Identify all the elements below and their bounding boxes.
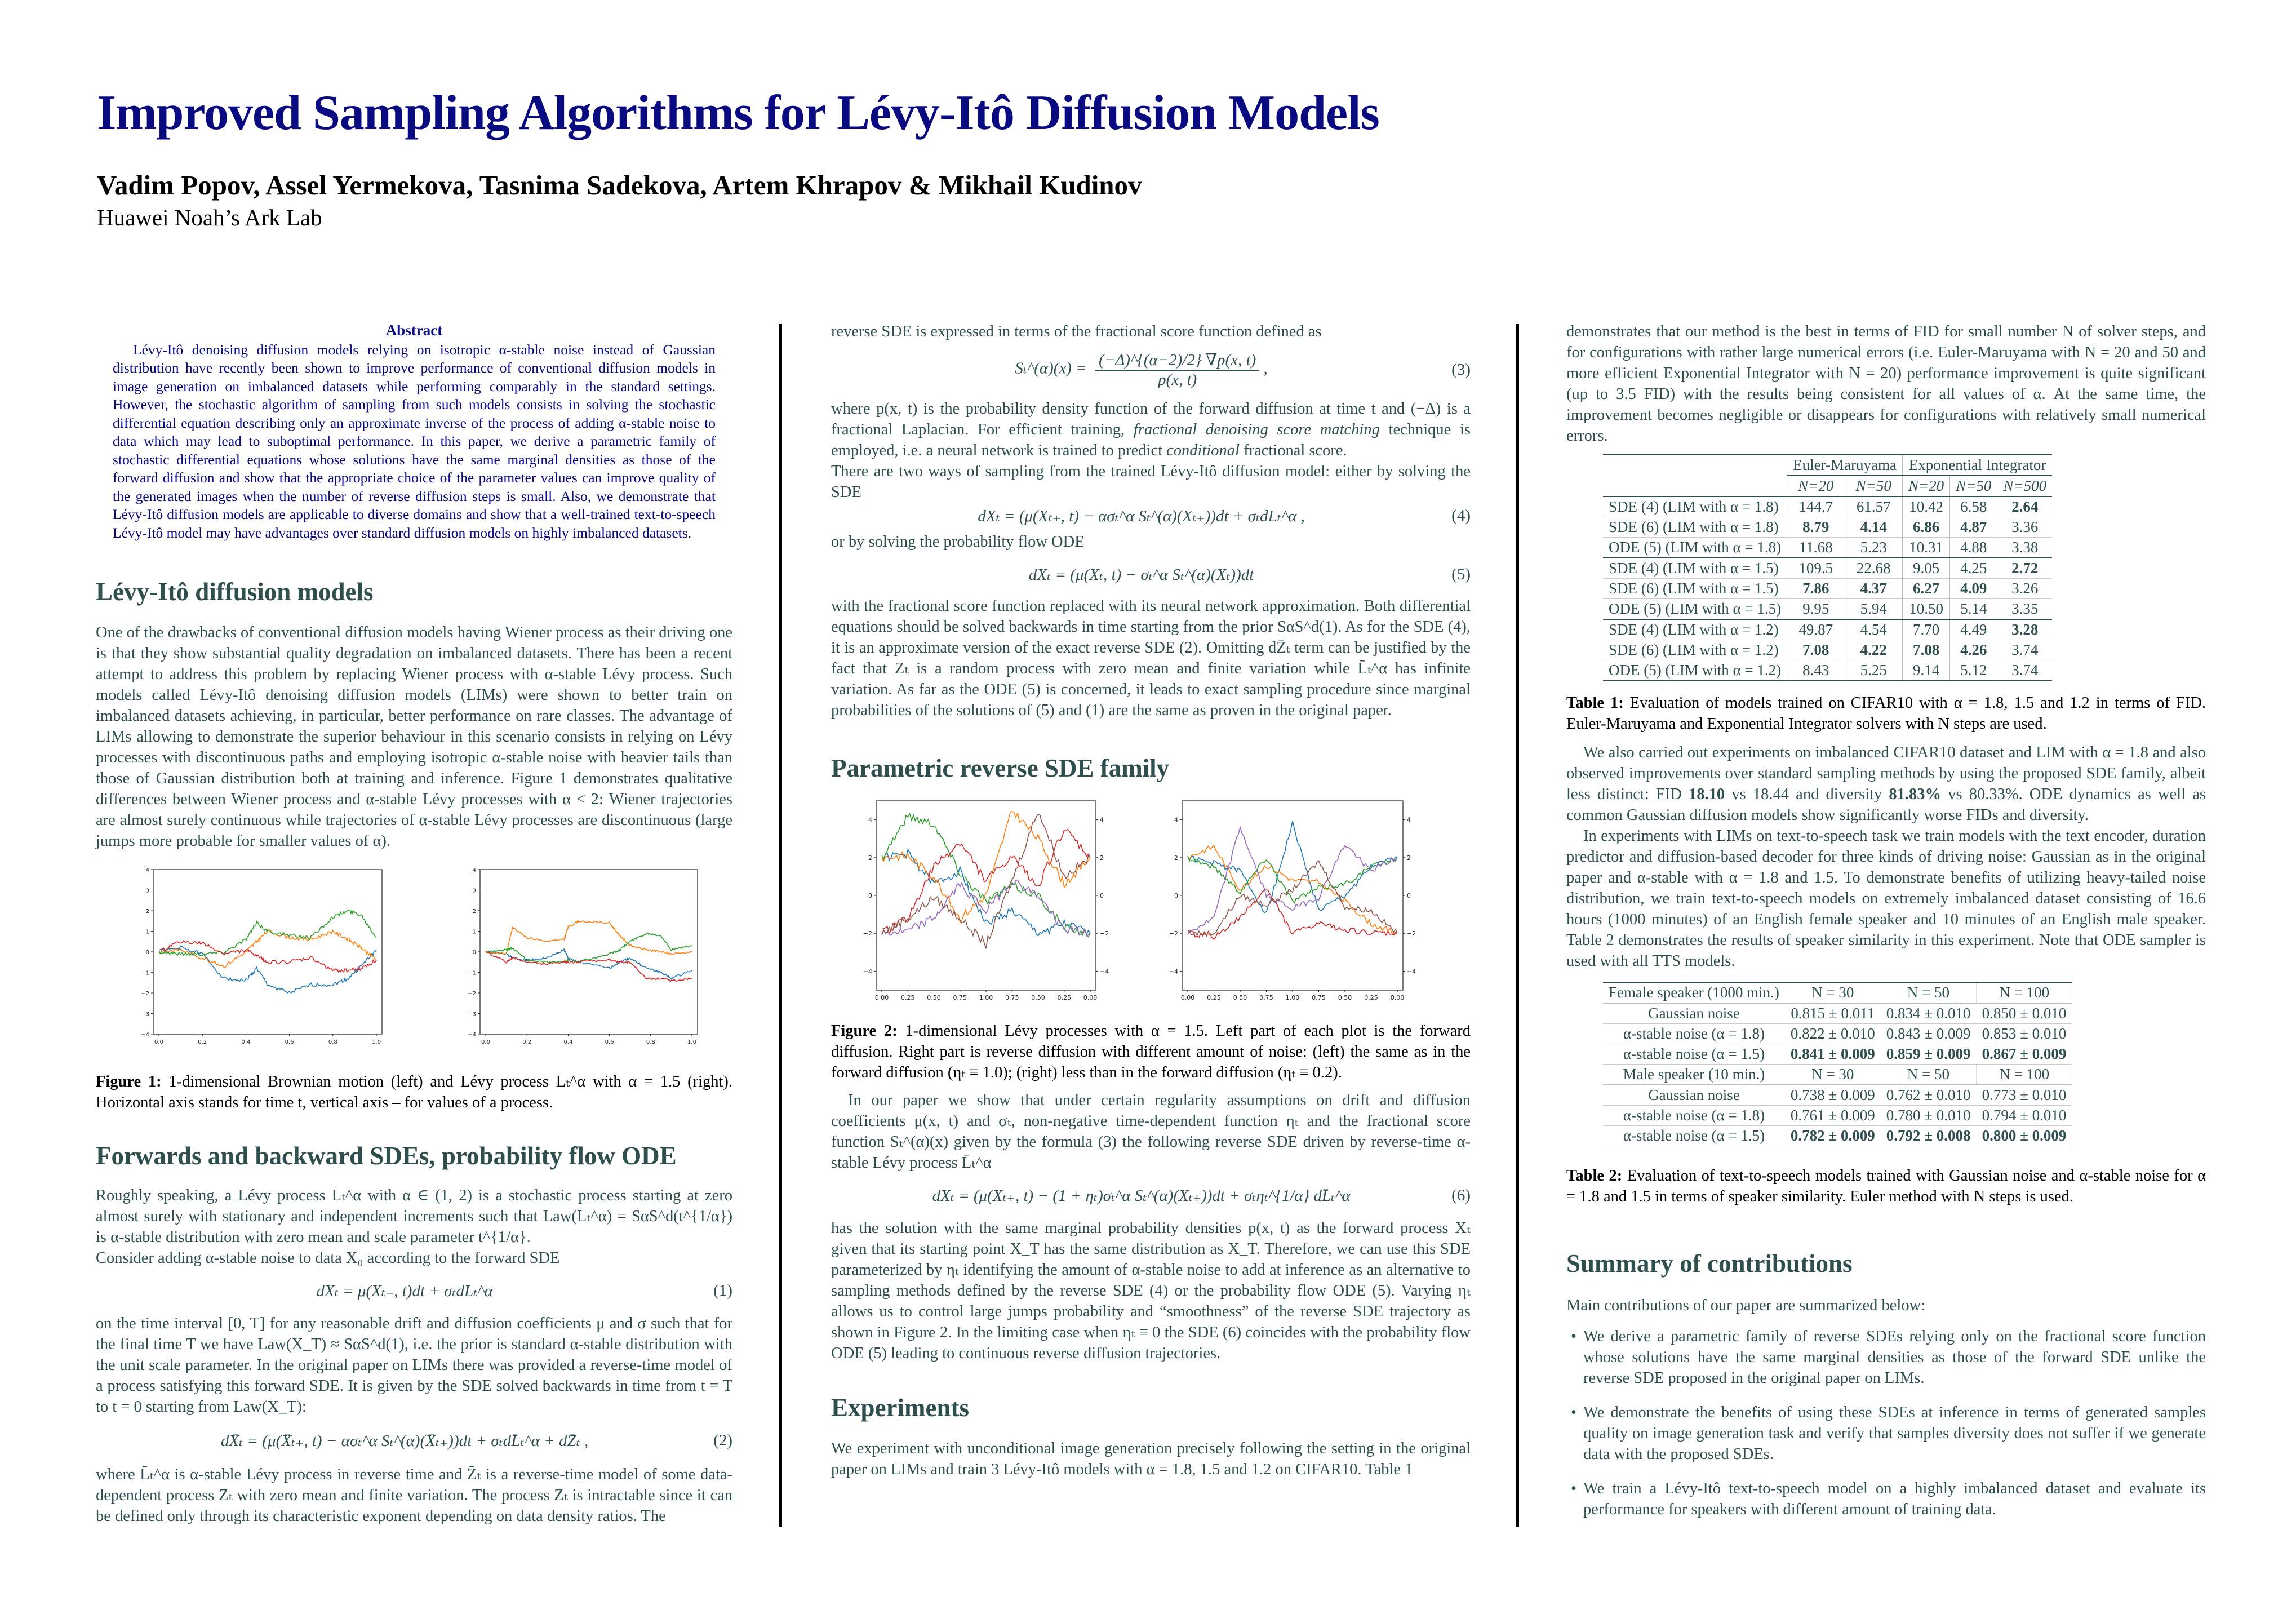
- table-1-row: [1603, 640, 2052, 660]
- emphasis-conditional: conditional: [1166, 442, 1240, 459]
- table-1-cell: 8.43: [1787, 660, 1845, 681]
- forward-paragraph-1: Roughly speaking, a Lévy process Lₜ^α with α ∈ (1, 2) is a stochastic process starting at zero almost surely with stationary and independent increments such that Law(Lₜ^α) = SαS^d(t^{1/α}) is α-stable distribution with zero mean and scale parameter t^{1/α}.: [96, 1187, 732, 1246]
- table-1-group-header: Exponential Integrator: [1902, 455, 2052, 476]
- table-1-cell: 109.5: [1787, 558, 1845, 579]
- table-1-cell: 6.27: [1902, 579, 1949, 599]
- table-1-row-label: ODE (5) (LIM with α = 1.2): [1603, 660, 1787, 681]
- table-1-cell: 4.87: [1950, 517, 1997, 538]
- equation-6: [831, 1186, 1471, 1205]
- equation-3: [831, 350, 1471, 389]
- table-1-cell: 4.26: [1950, 640, 1997, 660]
- svg-text:0.00: 0.00: [1390, 994, 1405, 1001]
- table-1-cell: 5.14: [1950, 599, 1997, 620]
- table-1-cell: 5.25: [1845, 660, 1902, 681]
- abstract-text: Lévy-Itô denoising diffusion models relying on isotropic α-stable noise instead of Gaussian distribution have recently been shown to improve performance of conventional diffusion models in image generation on imbalanced datasets while performing comparably in the standard settings. However, the stochastic algorithm of sampling from such models consists in solving the stochastic differential equation describing only an approximate inverse of the process of adding α-stable noise to data which may lead to suboptimal performance. In this paper, we derive a parametric family of stochastic differential equations whose solutions have the same marginal densities as those of the forward diffusion and show that the appropriate choice of the parameter values can improve quality of the generated images when the number of reverse diffusion steps is small. Also, we demonstrate that Lévy-Itô diffusion models are applicable to diverse domains and show that a well-trained text-to-speech Lévy-Itô model may have advantages over standard diffusion models on highly imbalanced datasets.: [113, 341, 716, 541]
- svg-text:0: 0: [472, 950, 476, 956]
- table-1-cell: 7.70: [1902, 619, 1949, 640]
- score-paragraph: [831, 398, 1471, 461]
- forward-paragraph-4: where L̄ₜ^α is α-stable Lévy process in reverse time and Z̄ₜ is a reverse-time model of some data-dependent process Zₜ with zero mean and finite variation. The process Zₜ is intractable since it can be defined only through its characteristic exponent depending on data density ratios. The: [96, 1466, 732, 1525]
- svg-text:−4: −4: [141, 1032, 149, 1038]
- section-heading-experiments: Experiments: [831, 1394, 969, 1422]
- table-1-row-label: SDE (4) (LIM with α = 1.8): [1603, 496, 1787, 517]
- svg-text:−4: −4: [1407, 968, 1416, 975]
- svg-text:0.50: 0.50: [1338, 994, 1352, 1001]
- table-1-row: [1603, 517, 2052, 538]
- table-2-row-label: α-stable noise (α = 1.8): [1603, 1106, 1785, 1126]
- svg-text:2: 2: [1407, 854, 1411, 862]
- svg-text:1.0: 1.0: [687, 1039, 696, 1045]
- svg-text:0.00: 0.00: [1180, 994, 1195, 1001]
- equation-3-numerator: (−Δ)^{(α−2)/2} ∇p(x, t): [1095, 350, 1259, 371]
- section-heading-forward-backward: Forwards and backward SDEs, probability flow ODE: [96, 1142, 677, 1170]
- contribution-item: • We train a Lévy-Itô text-to-speech model on a highly imbalanced dataset and evaluate its performance for speakers with different amount of training data.: [1566, 1478, 2206, 1520]
- svg-text:0.0: 0.0: [154, 1039, 163, 1045]
- table-2-cell: 0.782 ± 0.009: [1785, 1126, 1881, 1146]
- svg-text:2: 2: [1100, 854, 1104, 862]
- table-1-group-header: Euler-Maruyama: [1787, 455, 1903, 476]
- table-1-subheader: N=50: [1845, 476, 1902, 496]
- table-1-cell: 8.79: [1787, 517, 1845, 538]
- table-2-header-cell: N = 50: [1881, 982, 1977, 1003]
- score-intro: reverse SDE is expressed in terms of the fractional score function defined as: [831, 323, 1322, 340]
- svg-text:−2: −2: [1407, 930, 1416, 938]
- svg-text:−2: −2: [141, 991, 149, 997]
- table-1-subheader: N=50: [1950, 476, 1997, 496]
- series-line-red: [882, 830, 1090, 933]
- svg-text:−4: −4: [468, 1032, 476, 1038]
- table-1-cell: 4.88: [1950, 538, 1997, 558]
- table-1-row-label: SDE (4) (LIM with α = 1.2): [1603, 619, 1787, 640]
- svg-text:4: 4: [1100, 816, 1104, 824]
- experiments-paragraph-1: We experiment with unconditional image generation precisely following the setting in the original paper on LIMs and train 3 Lévy-Itô models with α = 1.8, 1.5 and 1.2 on CIFAR10. Table 1: [831, 1440, 1471, 1478]
- table-1-fid: [1603, 454, 2052, 681]
- table-1-cell: 4.49: [1950, 619, 1997, 640]
- equation-2: [96, 1431, 732, 1451]
- svg-text:−1: −1: [468, 970, 476, 977]
- table-2-row: [1603, 1024, 2072, 1044]
- table-2-cell: 0.792 ± 0.008: [1881, 1126, 1977, 1146]
- table-2-row: [1603, 1085, 2072, 1106]
- equation-5-number: (5): [1451, 565, 1471, 583]
- contribution-item: • We derive a parametric family of reverse SDEs relying only on the fractional score function whose solutions have the same marginal densities as those of the forward SDE unlike the reverse SDE proposed in the original paper on LIMs.: [1566, 1326, 2206, 1389]
- table-1-row: [1603, 558, 2052, 579]
- svg-text:0.50: 0.50: [1031, 994, 1045, 1001]
- series-line-blue: [486, 949, 692, 979]
- svg-text:2: 2: [145, 908, 149, 915]
- chart-reverse-eta-1: [854, 797, 1147, 1012]
- svg-text:4: 4: [1174, 816, 1178, 824]
- table-1-row: [1603, 579, 2052, 599]
- table-1-row-label: SDE (4) (LIM with α = 1.5): [1603, 558, 1787, 579]
- parametric-paragraph-2: has the solution with the same marginal probability densities p(x, t) as the forward process Xₜ given that its starting point X_T has the same distribution as X_T. Therefore, we can use this SDE parameterized by ηₜ identifying the amount of α-stable noise to add at inference as an alternative to sampling methods defined by the reverse SDE (4) or the probability flow ODE (5). Varying ηₜ allows us to control large jumps probability and “smoothness” of the reverse SDE trajectory as shown in Figure 2. In the limiting case when ηₜ ≡ 0 the SDE (6) coincides with the probability flow ODE (5) leading to continuous reverse diffusion trajectories.: [831, 1220, 1471, 1362]
- column-divider-1: [779, 324, 782, 1527]
- svg-text:0.2: 0.2: [522, 1039, 532, 1045]
- table-1-cell: 22.68: [1845, 558, 1902, 579]
- svg-text:−2: −2: [1169, 930, 1178, 938]
- svg-text:2: 2: [868, 854, 872, 862]
- text-span: vs 80.33%. ODE dynamics as well as common Gaussian diffusion models show significantly worse FIDs and diversity.: [1566, 786, 2206, 824]
- abstract-title: Abstract: [385, 322, 443, 339]
- table-2-row-label: Gaussian noise: [1603, 1085, 1785, 1106]
- svg-text:0.8: 0.8: [646, 1039, 655, 1045]
- table-1-cell: 10.50: [1902, 599, 1949, 620]
- table-1-row-label: ODE (5) (LIM with α = 1.5): [1603, 599, 1787, 620]
- equation-3-fraction: [1095, 350, 1259, 389]
- fid-value-bold: 18.10: [1689, 786, 1725, 803]
- table-2-speaker-similarity: [1603, 982, 2072, 1146]
- table-1-cell: 10.42: [1902, 496, 1949, 517]
- table-2-cell: 0.834 ± 0.010: [1881, 1003, 1977, 1024]
- table-1-row: [1603, 599, 2052, 620]
- table-2-row: [1603, 1044, 2072, 1065]
- svg-text:1: 1: [472, 929, 476, 935]
- table-2-cell: 0.773 ± 0.010: [1977, 1085, 2072, 1106]
- equation-4-number: (4): [1451, 507, 1471, 525]
- table-2-wrapper: [1603, 982, 2206, 1146]
- table-1-cell: 4.09: [1950, 579, 1997, 599]
- table-1-cell: 3.74: [1997, 640, 2052, 660]
- equation-1-number: (1): [713, 1281, 732, 1300]
- poster-title: Improved Sampling Algorithms for Lévy-Itô Diffusion Models: [97, 86, 1379, 140]
- table-1-row: [1603, 496, 2052, 517]
- tts-paragraph: In experiments with LIMs on text-to-speech task we train models with the text encoder, duration predictor and diffusion-based decoder for three kinds of driving noise: Gaussian as in the original paper and α-stable with α = 1.8 and 1.5. To demonstrate benefits of utilizing heavy-tailed noise distribution, we train text-to-speech models on extremely imbalanced dataset consisting of 16.6 hours (1000 minutes) of an English female speaker and 10 minutes of an English male speaker. Table 2 demonstrates the results of speaker similarity in this experiment. Note that ODE sampler is used with all TTS models.: [1566, 827, 2206, 970]
- abstract: [96, 321, 732, 542]
- equation-3-lhs: Sₜ^(α)(x) =: [1015, 359, 1087, 378]
- equation-3-body: Sₜ^(α)(x) = $\frac{(-\Delta)\^{}\{(\alpha-2)/2\} \nabla p(x, t)}{p(x, t)}$ ,: [1015, 351, 1268, 389]
- text-span: technique is employed, i.e. a neural network is trained to predict: [831, 421, 1471, 459]
- table-1-row-label: ODE (5) (LIM with α = 1.8): [1603, 538, 1787, 558]
- table-2-caption-text: Evaluation of text-to-speech models trained with Gaussian noise and α-stable noise for α = 1.8 and 1.5 in terms of speaker similarity. Euler method with N steps is used.: [1566, 1167, 2206, 1205]
- column-divider-2: [1516, 324, 1519, 1527]
- equation-6-body: dXₜ = (μ(Xₜ₊, t) − (1 + ηₜ)σₜ^α Sₜ^(α)(Xₜ₊))dt + σₜηₜ^{1/α} dL̄ₜ^α: [932, 1187, 1351, 1205]
- svg-text:1: 1: [145, 929, 149, 935]
- sampling-ways-paragraph: There are two ways of sampling from the trained Lévy-Itô diffusion model: either by solving the SDE: [831, 463, 1471, 501]
- svg-text:0: 0: [1407, 892, 1411, 899]
- figure-2: [831, 797, 1471, 1012]
- svg-text:4: 4: [1407, 816, 1411, 824]
- experiments-paragraph-2: demonstrates that our method is the best in terms of FID for small number N of solver steps, and for configurations with rather large numerical errors (i.e. Euler-Maruyama with N = 20 and 50 and more efficient Exponential Integrator with N = 20) performance improvement is quite significant (up to 3.5 FID) with the results being consistent for all values of α. At the same time, the improvement becomes negligible or disappears for configurations with relatively small numerical errors.: [1566, 323, 2206, 445]
- table-1-row-label: SDE (6) (LIM with α = 1.2): [1603, 640, 1787, 660]
- svg-text:−3: −3: [468, 1011, 476, 1018]
- series-line-red: [486, 951, 692, 981]
- table-2-header-cell: N = 30: [1785, 982, 1881, 1003]
- table-1-cell: 6.58: [1950, 496, 1997, 517]
- svg-text:0.50: 0.50: [1233, 994, 1247, 1001]
- figure-1: [96, 864, 732, 1050]
- table-2-label: Table 2:: [1566, 1167, 1623, 1185]
- table-1-cell: 7.86: [1787, 579, 1845, 599]
- table-2-header-cell: Male speaker (10 min.): [1603, 1065, 1785, 1085]
- svg-text:0.8: 0.8: [328, 1039, 337, 1045]
- affiliation: Huawei Noah’s Ark Lab: [97, 205, 322, 230]
- svg-text:0.4: 0.4: [563, 1039, 573, 1045]
- table-1-wrapper: [1603, 454, 2206, 681]
- table-1-cell: 5.23: [1845, 538, 1902, 558]
- forward-paragraph-3: on the time interval [0, T] for any reasonable drift and diffusion coefficients μ and σ such that for the final time T we have Law(X_T) ≈ SαS^d(1), i.e. the prior is standard α-stable distribution with the unit scale parameter. In the original paper on LIMs there was provided a reverse-time model of a process satisfying this forward SDE. It is given by the SDE solved backwards in time from t = T to t = 0 starting from Law(X_T):: [96, 1315, 732, 1416]
- equation-5: [831, 565, 1471, 584]
- table-2-header-row: [1603, 1065, 2072, 1085]
- table-2-cell: 0.843 ± 0.009: [1881, 1024, 1977, 1044]
- svg-text:0: 0: [1174, 892, 1178, 899]
- table-2-cell: 0.859 ± 0.009: [1881, 1044, 1977, 1065]
- table-2-row-label: α-stable noise (α = 1.5): [1603, 1126, 1785, 1146]
- table-1-label: Table 1:: [1566, 694, 1624, 712]
- summary-intro: Main contributions of our paper are summarized below:: [1566, 1297, 1926, 1314]
- svg-text:0.4: 0.4: [241, 1039, 251, 1045]
- svg-text:0.25: 0.25: [1207, 994, 1221, 1001]
- table-2-row: [1603, 1126, 2072, 1146]
- svg-text:−4: −4: [1169, 968, 1178, 975]
- levy-ito-paragraph: One of the drawbacks of conventional diffusion models having Wiener process as their driving one is that they show substantial quality degradation on imbalanced datasets. There has been a recent attempt to address this problem by replacing Wiener process with α-stable Lévy process. Such models called Lévy-Itô denoising diffusion models (LIMs) were shown to better train on imbalanced datasets achieving, in particular, better performance on rare classes. The advantage of LIMs allowing to demonstrate the superior behaviour in this scenario consists in relying on Lévy processes with discontinuous paths and employing isotropic α-stable noise with heavier tails than those of Gaussian distribution both at training and inference. Figure 1 demonstrates qualitative differences between Wiener process and α-stable Lévy processes with α < 2: Wiener trajectories are almost surely continuous while trajectories of α-stable Lévy processes are discontinuous (large jumps more probable for smaller values of α).: [96, 624, 732, 850]
- section-heading-levy-ito: Lévy-Itô diffusion models: [96, 578, 374, 606]
- svg-text:0.75: 0.75: [1312, 994, 1326, 1001]
- svg-text:0.25: 0.25: [1364, 994, 1378, 1001]
- table-2-header-row: [1603, 982, 2072, 1003]
- svg-text:0.75: 0.75: [1005, 994, 1019, 1001]
- table-2-header-cell: Female speaker (1000 min.): [1603, 982, 1785, 1003]
- svg-text:1.00: 1.00: [1285, 994, 1300, 1001]
- svg-text:3: 3: [145, 888, 149, 894]
- table-2-cell: 0.738 ± 0.009: [1785, 1085, 1881, 1106]
- table-1-cell: 4.14: [1845, 517, 1902, 538]
- table-1-corner: [1603, 455, 1787, 496]
- svg-text:2: 2: [1174, 854, 1178, 862]
- table-1-cell: 4.54: [1845, 619, 1902, 640]
- figure-2-caption-text: 1-dimensional Lévy processes with α = 1.5. Left part of each plot is the forward diffusion. Right part is reverse diffusion with different amount of noise: (left) the same as in the forward diffusion (ηₜ ≡ 1.0); (right) less than in the forward diffusion (ηₜ ≡ 0.2).: [831, 1022, 1471, 1081]
- svg-text:1.0: 1.0: [372, 1039, 381, 1045]
- forward-paragraph-2: Consider adding α-stable noise to data X₀ according to the forward SDE: [96, 1249, 560, 1267]
- table-1-cell: 49.87: [1787, 619, 1845, 640]
- table-2-cell: 0.867 ± 0.009: [1977, 1044, 2072, 1065]
- figure-2-caption: [831, 1021, 1471, 1083]
- table-1-cell: 11.68: [1787, 538, 1845, 558]
- table-1-cell: 3.26: [1997, 579, 2052, 599]
- table-1-subheader: N=20: [1787, 476, 1845, 496]
- section-heading-summary: Summary of contributions: [1566, 1249, 1853, 1278]
- table-2-cell: 0.815 ± 0.011: [1785, 1003, 1881, 1024]
- table-1-cell: 4.22: [1845, 640, 1902, 660]
- equation-6-number: (6): [1451, 1186, 1471, 1204]
- column-3: [1566, 321, 2206, 1533]
- contributions-list: [1566, 1326, 2206, 1520]
- table-1-cell: 2.72: [1997, 558, 2052, 579]
- svg-text:4: 4: [472, 867, 476, 873]
- table-1-cell: 3.28: [1997, 619, 2052, 640]
- emphasis-fdsm: fractional denoising score matching: [1133, 421, 1380, 438]
- equation-1-body: dXₜ = μ(Xₜ₋, t)dt + σₜdLₜ^α: [316, 1282, 493, 1300]
- table-2-row: [1603, 1003, 2072, 1024]
- svg-text:2: 2: [472, 908, 476, 915]
- table-1-cell: 3.74: [1997, 660, 2052, 681]
- svg-text:1.00: 1.00: [979, 994, 993, 1001]
- equation-3-number: (3): [1451, 360, 1471, 379]
- svg-text:0.25: 0.25: [901, 994, 915, 1001]
- figure-1-caption-text: 1-dimensional Brownian motion (left) and Lévy process Lₜ^α with α = 1.5 (right). Horizontal axis stands for time t, vertical axis – for values of a process.: [96, 1073, 733, 1111]
- table-1-row: [1603, 660, 2052, 681]
- svg-text:−2: −2: [468, 991, 476, 997]
- table-1-cell: 61.57: [1845, 496, 1902, 517]
- table-1-cell: 2.64: [1997, 496, 2052, 517]
- table-1-row-label: SDE (6) (LIM with α = 1.5): [1603, 579, 1787, 599]
- table-1-cell: 3.35: [1997, 599, 2052, 620]
- table-1-cell: 9.95: [1787, 599, 1845, 620]
- equation-5-body: dXₜ = (μ(Xₜ, t) − σₜ^α Sₜ^(α)(Xₜ))dt: [1028, 566, 1254, 584]
- table-1-caption-text: Evaluation of models trained on CIFAR10 with α = 1.8, 1.5 and 1.2 in terms of FID. Euler-Maruyama and Exponential Integrator solvers with N steps are used.: [1566, 694, 2206, 733]
- series-line-orange: [1188, 845, 1397, 934]
- svg-text:0.00: 0.00: [874, 994, 889, 1001]
- equation-2-body: dX̄ₜ = (μ(X̄ₜ₊, t) − ασₜ^α Sₜ^(α)(X̄ₜ₊))dt + σₜdL̄ₜ^α + dZ̄ₜ ,: [220, 1432, 589, 1450]
- table-1-subheader: N=20: [1902, 476, 1949, 496]
- imbalanced-cifar-paragraph: [1566, 742, 2206, 826]
- svg-text:−3: −3: [141, 1011, 149, 1018]
- table-1-cell: 144.7: [1787, 496, 1845, 517]
- svg-text:4: 4: [868, 816, 872, 824]
- text-span: fractional score.: [1239, 442, 1347, 459]
- series-line-green: [1188, 856, 1397, 903]
- svg-text:−2: −2: [863, 930, 872, 938]
- table-2-row-label: α-stable noise (α = 1.5): [1603, 1044, 1785, 1065]
- table-2-cell: 0.822 ± 0.010: [1785, 1024, 1881, 1044]
- svg-text:0.6: 0.6: [285, 1039, 294, 1045]
- table-1-cell: 4.37: [1845, 579, 1902, 599]
- chart-levy-process: [451, 864, 710, 1050]
- svg-text:4: 4: [145, 867, 149, 873]
- table-2-row: [1603, 1106, 2072, 1126]
- table-1-cell: 6.86: [1902, 517, 1949, 538]
- table-2-header-cell: N = 30: [1785, 1065, 1881, 1085]
- table-2-cell: 0.841 ± 0.009: [1785, 1044, 1881, 1065]
- diversity-value-bold: 81.83%: [1889, 786, 1942, 803]
- table-1-cell: 7.08: [1902, 640, 1949, 660]
- table-1-cell: 5.12: [1950, 660, 1997, 681]
- svg-text:0.75: 0.75: [953, 994, 967, 1001]
- svg-text:0.6: 0.6: [605, 1039, 614, 1045]
- section-heading-parametric: Parametric reverse SDE family: [831, 754, 1170, 782]
- svg-text:0: 0: [1100, 892, 1104, 899]
- text-span: We also carried out experiments on imbalanced CIFAR10 dataset and LIM with α = 1.8 and also observed improvements over standard sampling methods by using the proposed SDE family, albeit less distinct: FID: [1566, 744, 2206, 803]
- parametric-paragraph-1: In our paper we show that under certain regularity assumptions on drift and diffusion coefficients μ(x, t) and σₜ, non-negative time-dependent function ηₜ and the fractional score function Sₜ^(α)(x) given by the formula (3) the following reverse SDE driven by reverse-time α-stable Lévy process L̄ₜ^α: [831, 1092, 1471, 1172]
- series-line-red: [159, 941, 376, 972]
- svg-text:0.25: 0.25: [1057, 994, 1071, 1001]
- table-1-cell: 4.25: [1950, 558, 1997, 579]
- column-1: [96, 321, 732, 1527]
- table-1-row-label: SDE (6) (LIM with α = 1.8): [1603, 517, 1787, 538]
- table-2-header-cell: N = 50: [1881, 1065, 1977, 1085]
- svg-text:3: 3: [472, 888, 476, 894]
- equation-3-denominator: p(x, t): [1158, 371, 1197, 389]
- table-2-row-label: Gaussian noise: [1603, 1003, 1785, 1024]
- table-1-cell: 9.14: [1902, 660, 1949, 681]
- svg-text:0.50: 0.50: [927, 994, 941, 1001]
- svg-text:0.0: 0.0: [481, 1039, 490, 1045]
- table-2-cell: 0.762 ± 0.010: [1881, 1085, 1977, 1106]
- table-1-cell: 3.38: [1997, 538, 2052, 558]
- table-2-cell: 0.794 ± 0.010: [1977, 1106, 2072, 1126]
- svg-text:0.00: 0.00: [1083, 994, 1098, 1001]
- equation-2-number: (2): [713, 1431, 732, 1449]
- table-2-caption: [1566, 1165, 2206, 1207]
- table-1-row: [1603, 538, 2052, 558]
- series-line-orange: [486, 920, 692, 955]
- table-1-row: [1603, 619, 2052, 640]
- text-span: vs 18.44 and diversity: [1725, 786, 1889, 803]
- table-2-header-cell: N = 100: [1977, 982, 2072, 1003]
- equation-1: [96, 1281, 732, 1301]
- text-span: where p(x, t) is the probability density function of the forward diffusion at time t and (−Δ) is a fractional Laplacian. For efficient training,: [831, 400, 1471, 438]
- figure-1-label: Figure 1:: [96, 1073, 162, 1090]
- chart-brownian-motion: [135, 864, 394, 1050]
- table-1-cell: 9.05: [1902, 558, 1949, 579]
- figure-1-caption: [96, 1071, 732, 1113]
- svg-text:0.2: 0.2: [198, 1039, 207, 1045]
- equation-4-body: dXₜ = (μ(Xₜ₊, t) − ασₜ^α Sₜ^(α)(Xₜ₊))dt + σₜdLₜ^α ,: [978, 507, 1305, 525]
- table-1-cell: 3.36: [1997, 517, 2052, 538]
- equation-4: [831, 506, 1471, 526]
- svg-text:−1: −1: [141, 970, 149, 977]
- svg-text:0.75: 0.75: [1259, 994, 1273, 1001]
- table-1-subheader: N=500: [1997, 476, 2052, 496]
- table-1-cell: 5.94: [1845, 599, 1902, 620]
- authors: Vadim Popov, Assel Yermekova, Tasnima Sadekova, Artem Khrapov & Mikhail Kudinov: [97, 170, 1142, 201]
- column-2: [831, 321, 1471, 1480]
- table-1-cell: 10.31: [1902, 538, 1949, 558]
- svg-text:−2: −2: [1100, 930, 1109, 938]
- table-1-cell: 7.08: [1787, 640, 1845, 660]
- table-1-caption: [1566, 693, 2206, 734]
- table-2-cell: 0.780 ± 0.010: [1881, 1106, 1977, 1126]
- svg-text:0: 0: [868, 892, 872, 899]
- contribution-item: • We demonstrate the benefits of using these SDEs at inference in terms of generated samples quality on image generation task and verify that samples diversity does not suffer if we generate data with the proposed SDEs.: [1566, 1402, 2206, 1465]
- table-2-cell: 0.761 ± 0.009: [1785, 1106, 1881, 1126]
- table-2-row-label: α-stable noise (α = 1.8): [1603, 1024, 1785, 1044]
- figure-2-label: Figure 2:: [831, 1022, 898, 1040]
- ode-intro: or by solving the probability flow ODE: [831, 533, 1085, 551]
- series-line-green: [159, 910, 376, 956]
- differential-equations-paragraph: with the fractional score function replaced with its neural network approximation. Both differential equations should be solved backwards in time starting from the prior SαS^d(1). As for the SDE (4), it is an approximate version of the exact reverse SDE (2). Omitting dZ̄ₜ term can be justified by the fact that Zₜ is a random process with zero mean and finite variation while L̄ₜ^α has infinite variation. As far as the ODE (5) is concerned, it leads to exact sampling procedure since marginal probabilities of the solutions of (5) and (1) are the same as proven in the original paper.: [831, 597, 1471, 719]
- table-2-cell: 0.853 ± 0.010: [1977, 1024, 2072, 1044]
- svg-text:0: 0: [145, 950, 149, 956]
- chart-reverse-eta-0-2: [1166, 797, 1459, 1012]
- table-2-header-cell: N = 100: [1977, 1065, 2072, 1085]
- table-2-cell: 0.850 ± 0.010: [1977, 1003, 2072, 1024]
- table-2-cell: 0.800 ± 0.009: [1977, 1126, 2072, 1146]
- svg-text:−4: −4: [1100, 968, 1109, 975]
- svg-text:−4: −4: [863, 968, 872, 975]
- series-line-orange: [882, 812, 1090, 923]
